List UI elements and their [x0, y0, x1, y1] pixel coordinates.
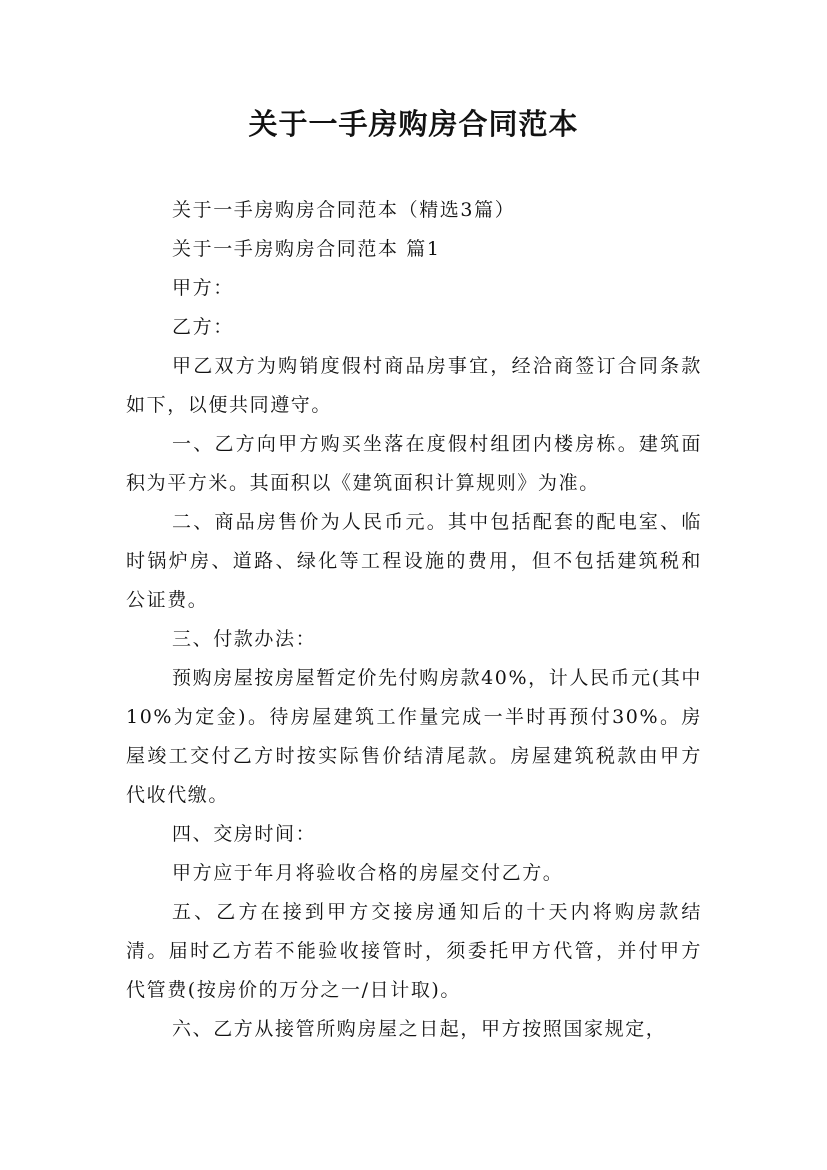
paragraph-clause-2: 二、商品房售价为人民币元。其中包括配套的配电室、临时锅炉房、道路、绿化等工程设施的费用，但不包括建筑税和公证费。: [126, 511, 702, 611]
paragraph-clause-3-heading: 三、付款办法：: [172, 628, 317, 650]
paragraph-clause-5: 五、乙方在接到甲方交接房通知后的十天内将购房款结清。届时乙方若不能验收接管时，须委托甲方代管，并付甲方代管费(按房价的万分之一/日计取)。: [126, 901, 702, 1001]
paragraph-part-heading: 关于一手房购房合同范本 篇1: [172, 238, 441, 260]
paragraph-preamble: 甲乙双方为购销度假村商品房事宜，经洽商签订合同条款如下，以便共同遵守。: [126, 355, 702, 416]
paragraph-party-b: 乙方：: [172, 316, 234, 338]
paragraph-clause-1: 一、乙方向甲方购买坐落在度假村组团内楼房栋。建筑面积为平方米。其面积以《建筑面积计算规则》为准。: [126, 433, 702, 494]
document-body: [126, 191, 702, 1049]
paragraph-clause-4-heading: 四、交房时间：: [172, 823, 317, 845]
paragraph-party-a: 甲方：: [172, 277, 234, 299]
paragraph-clause-3-body: 预购房屋按房屋暂定价先付购房款40%，计人民币元(其中10%为定金)。待房屋建筑工作量完成一半时再预付30%。房屋竣工交付乙方时按实际售价结清尾款。房屋建筑税款由甲方代收代缴。: [126, 667, 702, 806]
paragraph-subtitle: 关于一手房购房合同范本（精选3篇）: [172, 199, 516, 221]
document-title: 关于一手房购房合同范本: [248, 107, 579, 141]
paragraph-clause-6: 六、乙方从接管所购房屋之日起，甲方按照国家规定，: [172, 1018, 667, 1040]
paragraph-clause-4-body: 甲方应于年月将验收合格的房屋交付乙方。: [172, 862, 564, 884]
